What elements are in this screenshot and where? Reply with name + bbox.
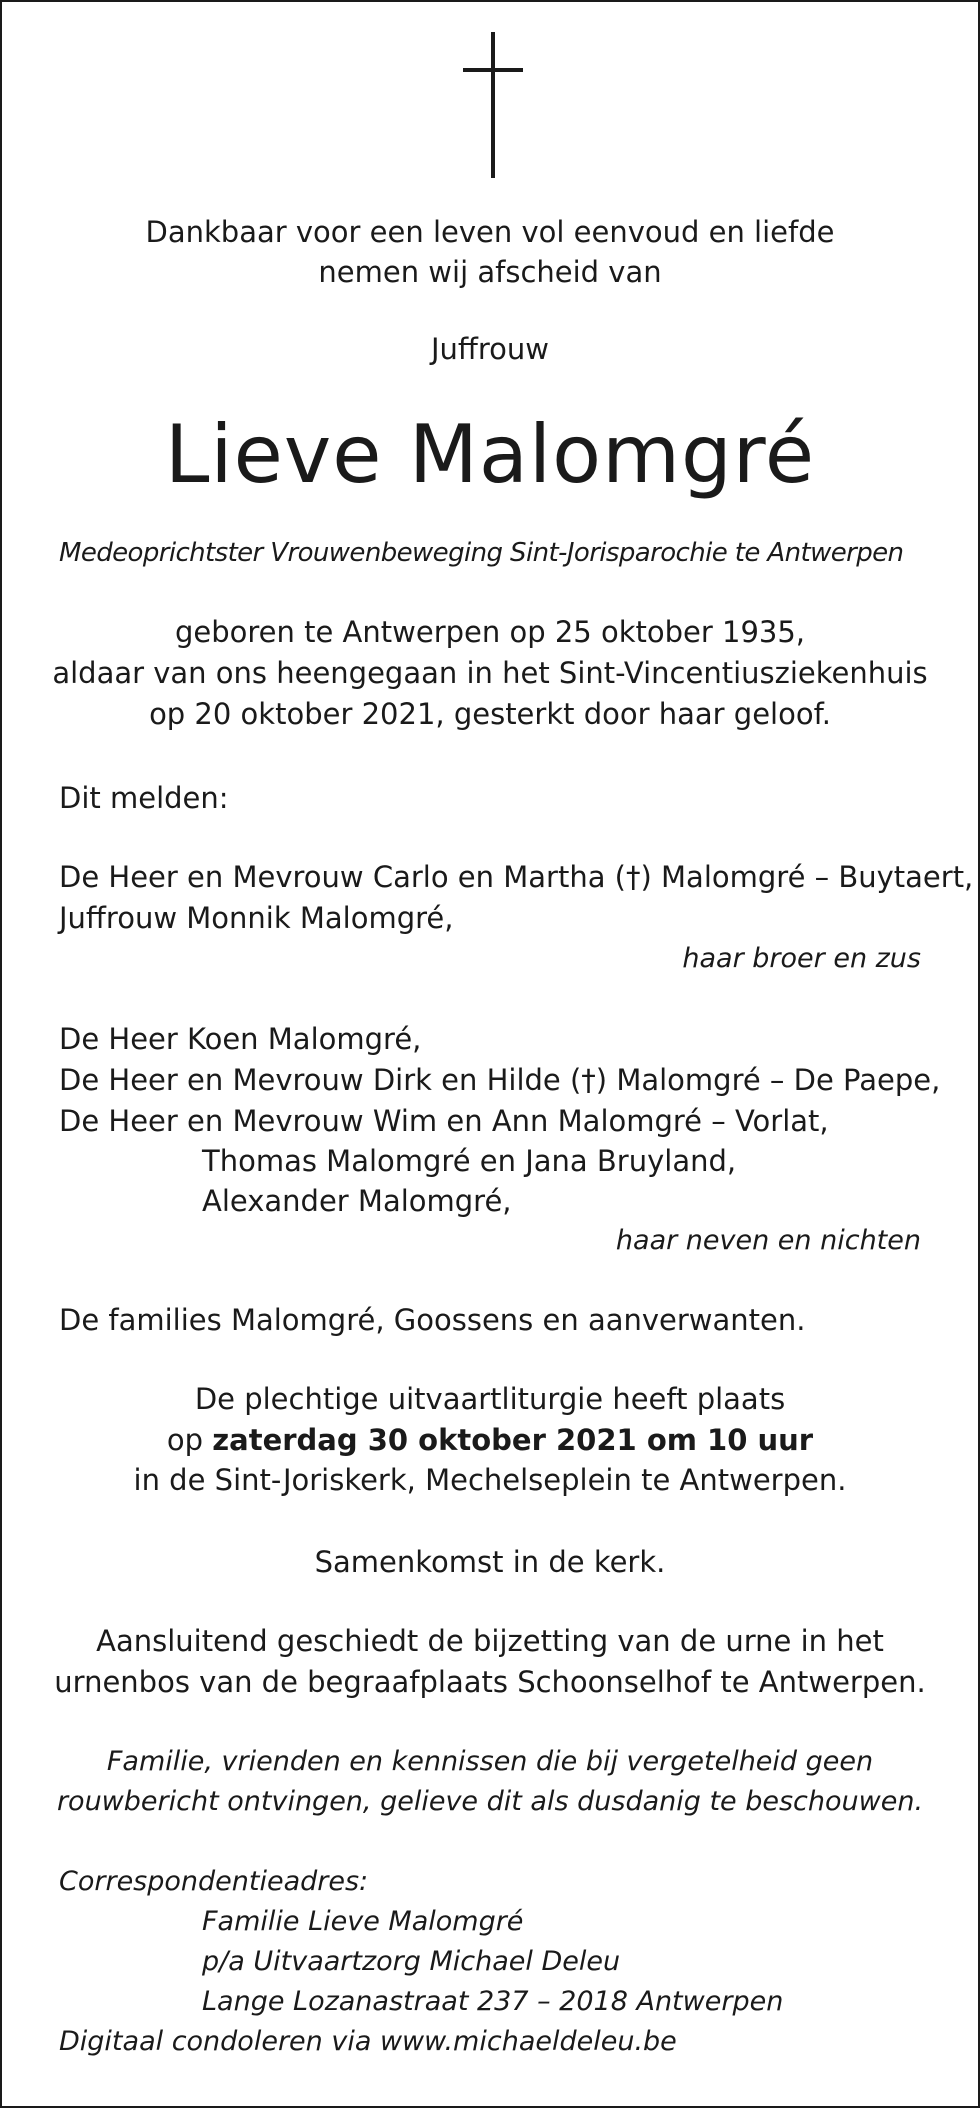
nephew-line-4: Thomas Malomgré en Jana Bruyland, — [202, 1144, 737, 1178]
deceased-role: Medeoprichtster Vrouwenbeweging Sint-Jorisparochie te Antwerpen — [59, 538, 904, 568]
announcers-heading: Dit melden: — [59, 781, 229, 815]
address-line-2: p/a Uitvaartzorg Michael Deleu — [202, 1946, 621, 1977]
address-line-1: Familie Lieve Malomgré — [202, 1906, 524, 1937]
birth-line-2: aldaar van ons heengegaan in het Sint-Vincentiusziekenhuis — [52, 656, 928, 690]
deceased-name: Lieve Malomgré — [164, 408, 816, 501]
families-line: De families Malomgré, Goossens en aanverwanten. — [59, 1303, 806, 1337]
sibling-line-2: Juffrouw Monnik Malomgré, — [59, 901, 454, 935]
funeral-line-3: in de Sint-Joriskerk, Mechelseplein te Antwerpen. — [133, 1463, 847, 1497]
sibling-line-1: De Heer en Mevrouw Carlo en Martha (†) Malomgré – Buytaert, — [59, 860, 974, 894]
burial-line-2: urnenbos van de begraafplaats Schoonselhof te Antwerpen. — [54, 1665, 926, 1699]
notice-line-1: Familie, vrienden en kennissen die bij vergetelheid geen — [106, 1746, 874, 1777]
siblings-relation: haar broer en zus — [682, 943, 921, 974]
nephew-line-2: De Heer en Mevrouw Dirk en Hilde (†) Malomgré – De Paepe, — [59, 1063, 941, 1097]
birth-line-3: op 20 oktober 2021, gesterkt door haar geloof. — [149, 697, 831, 731]
correspondence-label: Correspondentieadres: — [59, 1866, 369, 1897]
nephew-line-3: De Heer en Mevrouw Wim en Ann Malomgré – Vorlat, — [59, 1104, 829, 1138]
funeral-line-1: De plechtige uitvaartliturgie heeft plaats — [194, 1382, 786, 1416]
online-condolence: Digitaal condoleren via www.michaeldeleu.be — [59, 2026, 677, 2057]
gathering-line: Samenkomst in de kerk. — [314, 1545, 666, 1579]
birth-line-1: geboren te Antwerpen op 25 oktober 1935, — [174, 615, 806, 649]
notice-line-2: rouwbericht ontvingen, gelieve dit als dusdanig te beschouwen. — [56, 1786, 924, 1817]
funeral-line-2 — [2, 1420, 978, 1460]
funeral-line-2-prefix: op — [166, 1423, 213, 1457]
nephew-line-5: Alexander Malomgré, — [202, 1184, 512, 1218]
nephew-line-1: De Heer Koen Malomgré, — [59, 1022, 422, 1056]
intro-line-1: Dankbaar voor een leven vol eenvoud en liefde — [145, 215, 835, 249]
burial-line-1: Aansluitend geschiedt de bijzetting van de urne in het — [96, 1624, 884, 1658]
funeral-datetime: zaterdag 30 oktober 2021 om 10 uur — [212, 1423, 814, 1457]
intro-line-2: nemen wij afscheid van — [318, 255, 662, 289]
address-line-3: Lange Lozanastraat 237 – 2018 Antwerpen — [202, 1986, 784, 2017]
honorific: Juffrouw — [430, 332, 550, 366]
cross-icon — [463, 32, 523, 178]
nephews-relation: haar neven en nichten — [615, 1225, 921, 1256]
